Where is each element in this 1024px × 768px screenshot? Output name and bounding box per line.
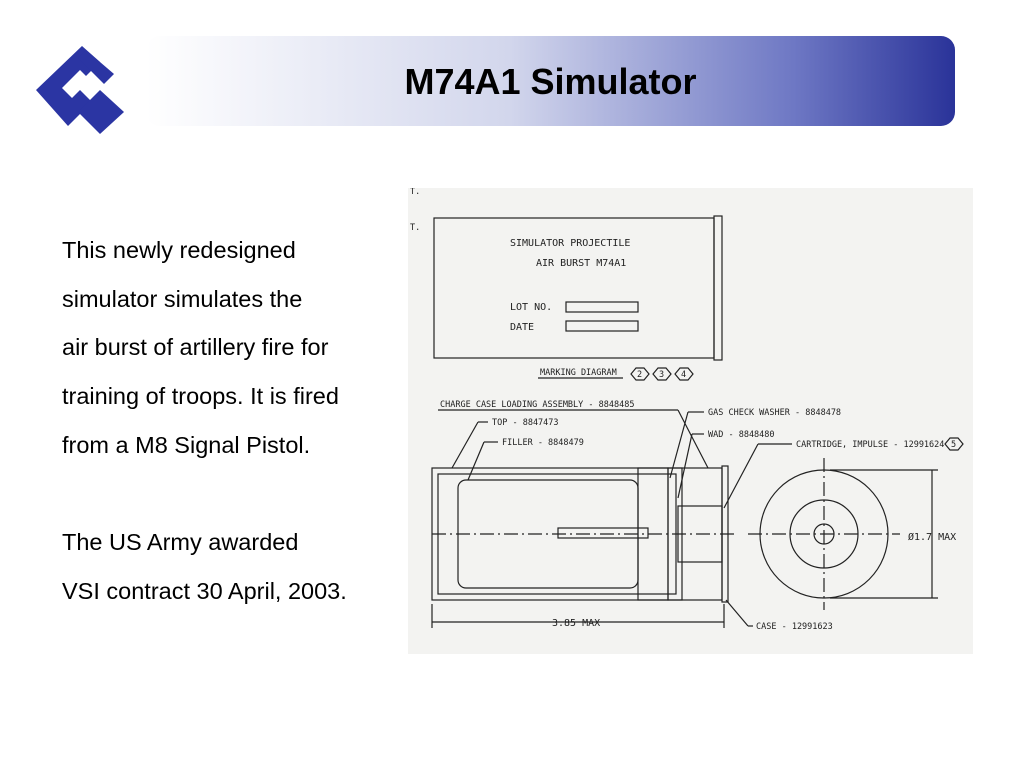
title-bar bbox=[146, 36, 955, 126]
body-line: VSI contract 30 April, 2003. bbox=[62, 577, 347, 604]
edge-mark: T. bbox=[410, 223, 421, 233]
charge-case-label: CHARGE CASE LOADING ASSEMBLY - 8848485 bbox=[440, 400, 635, 410]
lot-label: LOT NO. bbox=[510, 302, 553, 313]
slide-title: M74A1 Simulator bbox=[404, 61, 697, 102]
callout-2: 2 bbox=[637, 370, 643, 380]
edge-mark: T. bbox=[410, 188, 421, 197]
callout-5: 5 bbox=[951, 440, 957, 450]
diameter-label: Ø1.7 MAX bbox=[908, 532, 957, 543]
wad-label: WAD - 8848480 bbox=[708, 430, 775, 440]
cartridge-label: CARTRIDGE, IMPULSE - 12991624 bbox=[796, 440, 945, 450]
date-label: DATE bbox=[510, 322, 535, 333]
marking-diagram-label: MARKING DIAGRAM bbox=[540, 368, 617, 378]
case-label: CASE - 12991623 bbox=[756, 622, 833, 632]
lot-box bbox=[566, 302, 638, 312]
paragraph-gap bbox=[62, 469, 412, 518]
callout-3: 3 bbox=[659, 370, 665, 380]
diagram-drawing bbox=[408, 188, 973, 654]
body-line: air burst of artillery fire for bbox=[62, 334, 329, 361]
body-text bbox=[62, 226, 412, 616]
body-line: from a M8 Signal Pistol. bbox=[62, 431, 311, 458]
body-line: simulator simulates the bbox=[62, 285, 303, 312]
filler-label: FILLER - 8848479 bbox=[502, 438, 584, 448]
body-line: training of troops. It is fired bbox=[62, 383, 339, 410]
body-line: This newly redesigned bbox=[62, 237, 296, 263]
length-label: 3.85 MAX bbox=[552, 618, 601, 629]
body-line: The US Army awarded bbox=[62, 529, 299, 556]
top-label: TOP - 8847473 bbox=[492, 418, 559, 428]
callout-4: 4 bbox=[681, 370, 687, 380]
company-logo bbox=[34, 44, 126, 136]
date-box bbox=[566, 321, 638, 331]
label-title-2: AIR BURST M74A1 bbox=[536, 258, 627, 269]
gas-check-label: GAS CHECK WASHER - 8848478 bbox=[708, 408, 842, 418]
label-title-1: SIMULATOR PROJECTILE bbox=[510, 238, 631, 249]
technical-diagram bbox=[408, 188, 973, 654]
marking-plate-edge bbox=[714, 216, 722, 360]
